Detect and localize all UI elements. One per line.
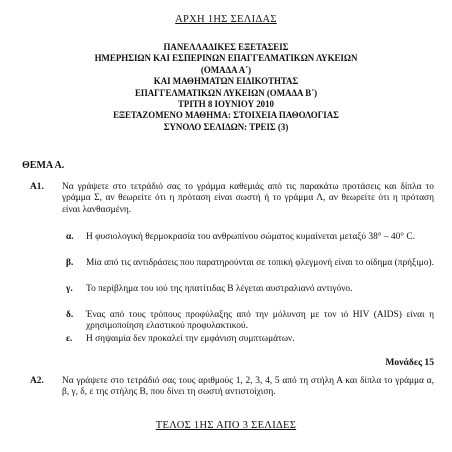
- item-text: Η σηψαιμία δεν προκαλεί την εμφάνιση συμπτωμάτων.: [86, 334, 295, 344]
- exam-info-line: ΚΑΙ ΜΑΘΗΜΑΤΩΝ ΕΙΔΙΚΟΤΗΤΑΣ: [153, 76, 299, 87]
- page-header: ΑΡΧΗ 1ΗΣ ΣΕΛΙΔΑΣ: [175, 14, 277, 25]
- exam-info-line: ΗΜΕΡΗΣΙΩΝ ΚΑΙ ΕΣΠΕΡΙΝΩΝ ΕΠΑΓΓΕΛΜΑΤΙΚΩΝ ΛΥΚΕΙΩΝ: [94, 53, 358, 64]
- exam-info-block: [40, 42, 412, 133]
- item-letter: β.: [66, 258, 74, 268]
- exam-info-line: ΕΠΑΓΓΕΛΜΑΤΙΚΩΝ ΛΥΚΕΙΩΝ (ΟΜΑΔΑ Β΄): [134, 87, 318, 98]
- section-title: ΘΕΜΑ Α.: [22, 160, 65, 171]
- item-letter: ε.: [66, 334, 73, 344]
- exam-info-line: ΣΥΝΟΛΟ ΣΕΛΙΔΩΝ: ΤΡΕΙΣ (3): [163, 121, 289, 132]
- exam-info-line: ΠΑΝΕΛΛΑΔΙΚΕΣ ΕΞΕΤΑΣΕΙΣ: [163, 42, 289, 52]
- item-letter: δ.: [66, 310, 74, 320]
- marks-label: Μονάδες 15: [385, 357, 434, 368]
- exam-info-line: ΕΞΕΤΑΖΟΜΕΝΟ ΜΑΘΗΜΑ: ΣΤΟΙΧΕΙΑ ΠΑΘΟΛΟΓΙΑΣ: [113, 110, 339, 121]
- exam-info-line: ΤΡΙΤΗ 8 ΙΟΥΝΙΟΥ 2010: [178, 99, 274, 110]
- page-footer: ΤΕΛΟΣ 1ΗΣ ΑΠΟ 3 ΣΕΛΙΔΕΣ: [155, 420, 297, 431]
- question-number: Α2.: [30, 376, 44, 386]
- question-text: Να γράψετε στο τετράδιό σας το γράμμα καθεμιάς από τις παρακάτω προτάσεις και δίπλα το γράμμα Σ, αν θεωρείτε ότι η πρόταση είναι σωστή ή το γράμμα Λ, αν θεωρείτε ότι η πρόταση είναι λανθασμένη.: [62, 182, 434, 215]
- item-text: Το περίβλημα του ιού της ηπατίτιδας Β λέγεται αυστραλιανό αντιγόνο.: [86, 284, 353, 294]
- item-letter: α.: [66, 232, 74, 242]
- question-text: Να γράψετε στο τετράδιό σας τους αριθμούς 1, 2, 3, 4, 5 από τη στήλη Α και δίπλα το γράμμα α, β, γ, δ, ε της στήλης Β, που δίνει τη σωστή αντιστοίχιση.: [62, 376, 434, 398]
- exam-info-line: (ΟΜΑΔΑ Α΄): [200, 64, 252, 75]
- item-text: Η φυσιολογική θερμοκρασία του ανθρωπίνου σώματος κυμαίνεται μεταξύ 38° – 40° C.: [86, 232, 415, 242]
- item-text: Μία από τις αντιδράσεις που παρατηρούνται σε τοπική φλεγμονή είναι το οίδημα (πρήξιμο).: [86, 258, 434, 268]
- item-letter: γ.: [66, 284, 73, 294]
- question-number: Α1.: [30, 182, 44, 192]
- item-text: Ένας από τους τρόπους προφύλαξης από την μόλυνση με τον ιό HIV (AIDS) είναι η χρησιμοποίηση ελαστικού προφυλακτικού.: [86, 310, 434, 332]
